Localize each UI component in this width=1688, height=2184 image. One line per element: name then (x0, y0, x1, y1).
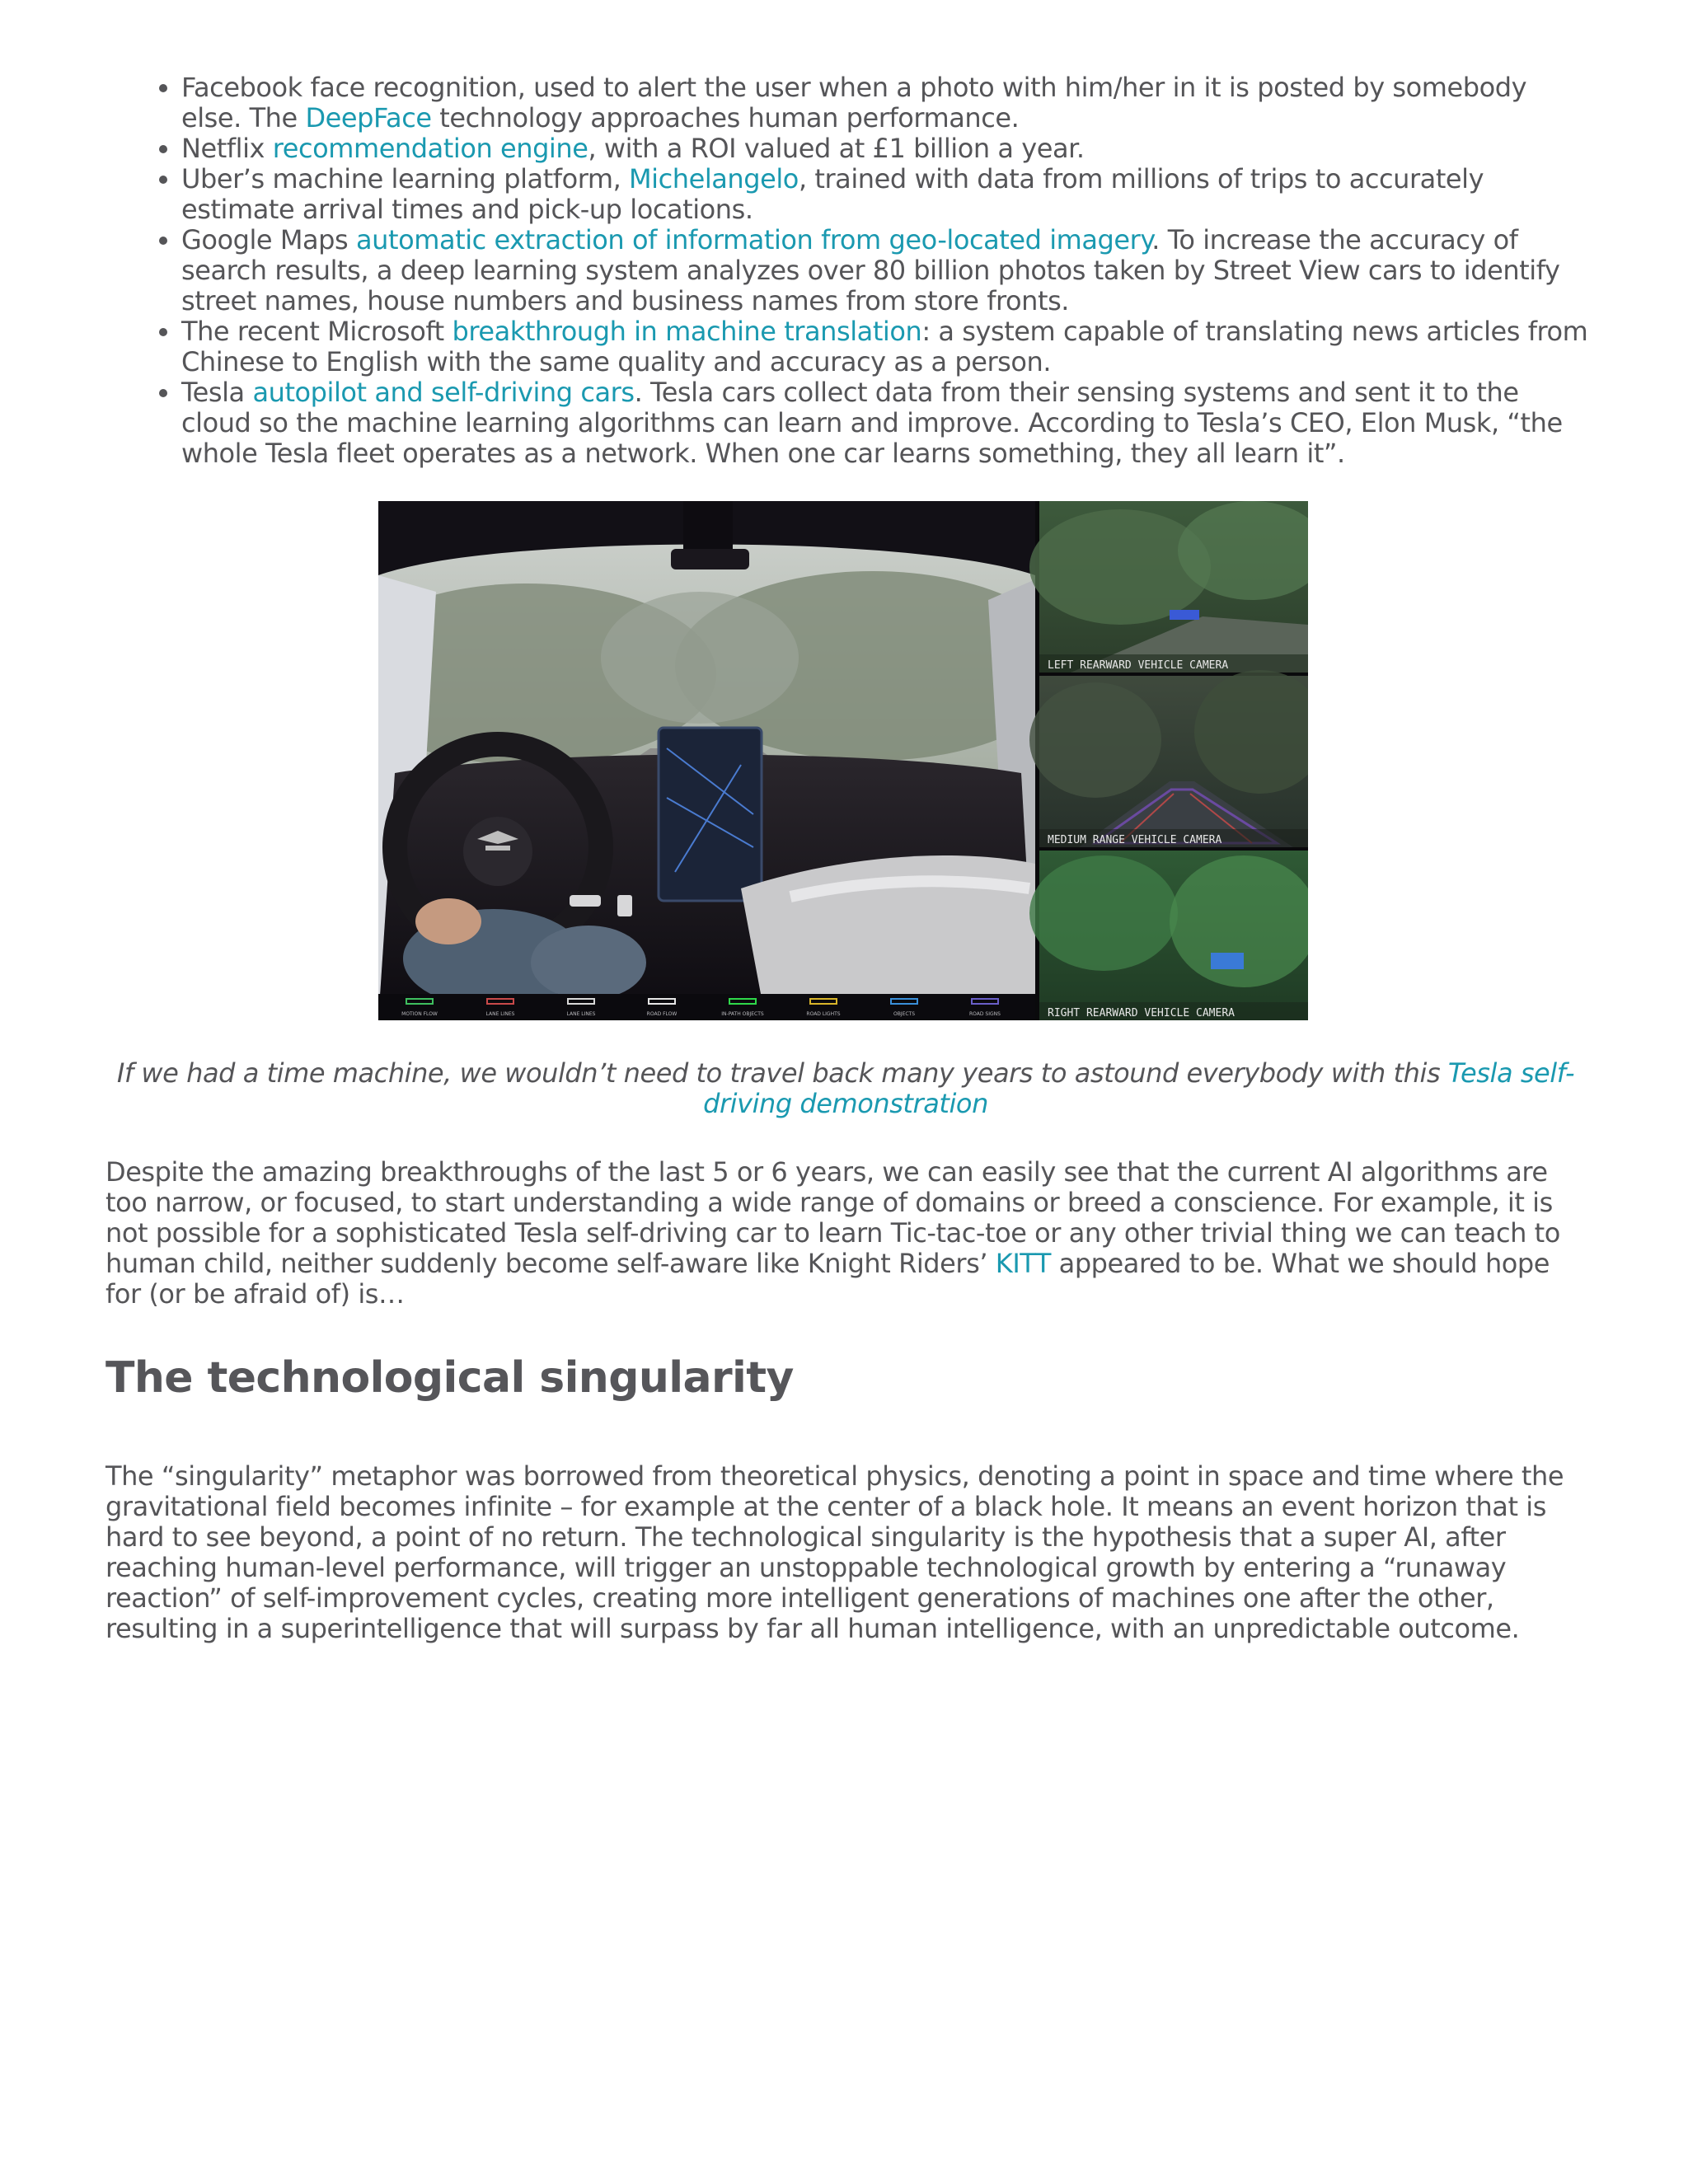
legend-label: ROAD LIGHTS (806, 1011, 841, 1017)
list-item: • Facebook face recognition, used to alert the user when a photo with him/her in it is posted by somebody else. The DeepFace technology approaches human performance. (181, 73, 1589, 134)
paragraph: The “singularity” metaphor was borrowed from theoretical physics, denoting a point in space and time where the gravitational field becomes infinite – for example at the center of a black hole. It means an event horizon that is hard to see beyond, a point of no return. The technological singularity is the hypothesis that a super AI, after reaching human-level performance, will trigger an unstoppable technological growth by entering a “runaway reaction” of self-improvement cycles, creating more intelligent generations of machines one after the other, resulting in a superintelligence that will surpass by far all human intelligence, with an unpredictable outcome. (106, 1460, 1564, 1644)
visualization-legend (378, 994, 1035, 1020)
article-body (106, 73, 1589, 469)
tesla-demo-link[interactable]: Tesla self-driving demonstration (703, 1057, 1575, 1119)
legend-label: OBJECTS (893, 1011, 916, 1017)
camera-panel-right-rearward (1029, 851, 1308, 1020)
machine-translation-link[interactable]: breakthrough in machine translation (452, 316, 922, 347)
list-item: • Tesla autopilot and self-driving cars. Tesla cars collect data from their sensing systems and sent it to the cloud so the machine learning algorithms can learn and improve. According to Tesla’s CEO, Elon Musk, “the whole Tesla fleet operates as a network. When one car learns something, they all learn it”. (181, 377, 1589, 469)
legend-label: IN-PATH OBJECTS (721, 1011, 764, 1017)
tesla-autopilot-video-still (378, 501, 1308, 1020)
ai-examples-list (106, 73, 1589, 469)
autopilot-link[interactable]: autopilot and self-driving cars (252, 377, 635, 408)
legend-label: MOTION FLOW (401, 1011, 438, 1017)
list-item: • Google Maps automatic extraction of information from geo-located imagery. To increase the accuracy of search results, a deep learning system analyzes over 80 billion photos taken by Street View cars to identify street names, house numbers and business names from store fronts. (181, 225, 1589, 316)
figure-caption: If we had a time machine, we wouldn’t need to travel back many years to astound everybody with this Tesla self-driving demonstration (116, 1057, 1575, 1119)
camera-panel-left-rearward (1029, 501, 1308, 673)
deepface-link[interactable]: DeepFace (305, 102, 432, 134)
legend-label: ROAD FLOW (646, 1011, 678, 1017)
camera-panel-medium-range (1029, 670, 1308, 847)
list-item: • Uber’s machine learning platform, Michelangelo, trained with data from millions of trips to accurately estimate arrival times and pick-up locations. (181, 164, 1589, 225)
section-heading: The technological singularity (106, 1353, 794, 1403)
list-item: • Netflix recommendation engine, with a ROI valued at £1 billion a year. (181, 134, 1589, 164)
michelangelo-link[interactable]: Michelangelo (629, 163, 799, 194)
geo-located-imagery-link[interactable]: automatic extraction of information from geo-located imagery (356, 224, 1152, 255)
camera-label-left-rearward: LEFT REARWARD VEHICLE CAMERA (1048, 659, 1229, 672)
camera-label-right-rearward: RIGHT REARWARD VEHICLE CAMERA (1048, 1007, 1235, 1019)
legend-label: LANE LINES (566, 1011, 596, 1017)
recommendation-engine-link[interactable]: recommendation engine (272, 133, 588, 164)
paragraph: Despite the amazing breakthroughs of the last 5 or 6 years, we can easily see that the current AI algorithms are too narrow, or focused, to start understanding a wide range of domains or breed a conscience. For example, it is not possible for a sophisticated Tesla self-driving car to learn Tic-tac-toe or any other trivial thing we can teach to human child, neither suddenly become self-aware like Knight Riders’ KITT appeared to be. What we should hope for (or be afraid of) is… (106, 1156, 1560, 1310)
kitt-link[interactable]: KITT (995, 1248, 1051, 1279)
camera-label-medium-range: MEDIUM RANGE VEHICLE CAMERA (1048, 834, 1222, 846)
cabin-camera-view (378, 501, 1071, 1020)
legend-label: LANE LINES (485, 1011, 515, 1017)
list-item: • The recent Microsoft breakthrough in machine translation: a system capable of translating news articles from Chinese to English with the same quality and accuracy as a person. (181, 316, 1589, 377)
legend-label: ROAD SIGNS (969, 1011, 1001, 1017)
